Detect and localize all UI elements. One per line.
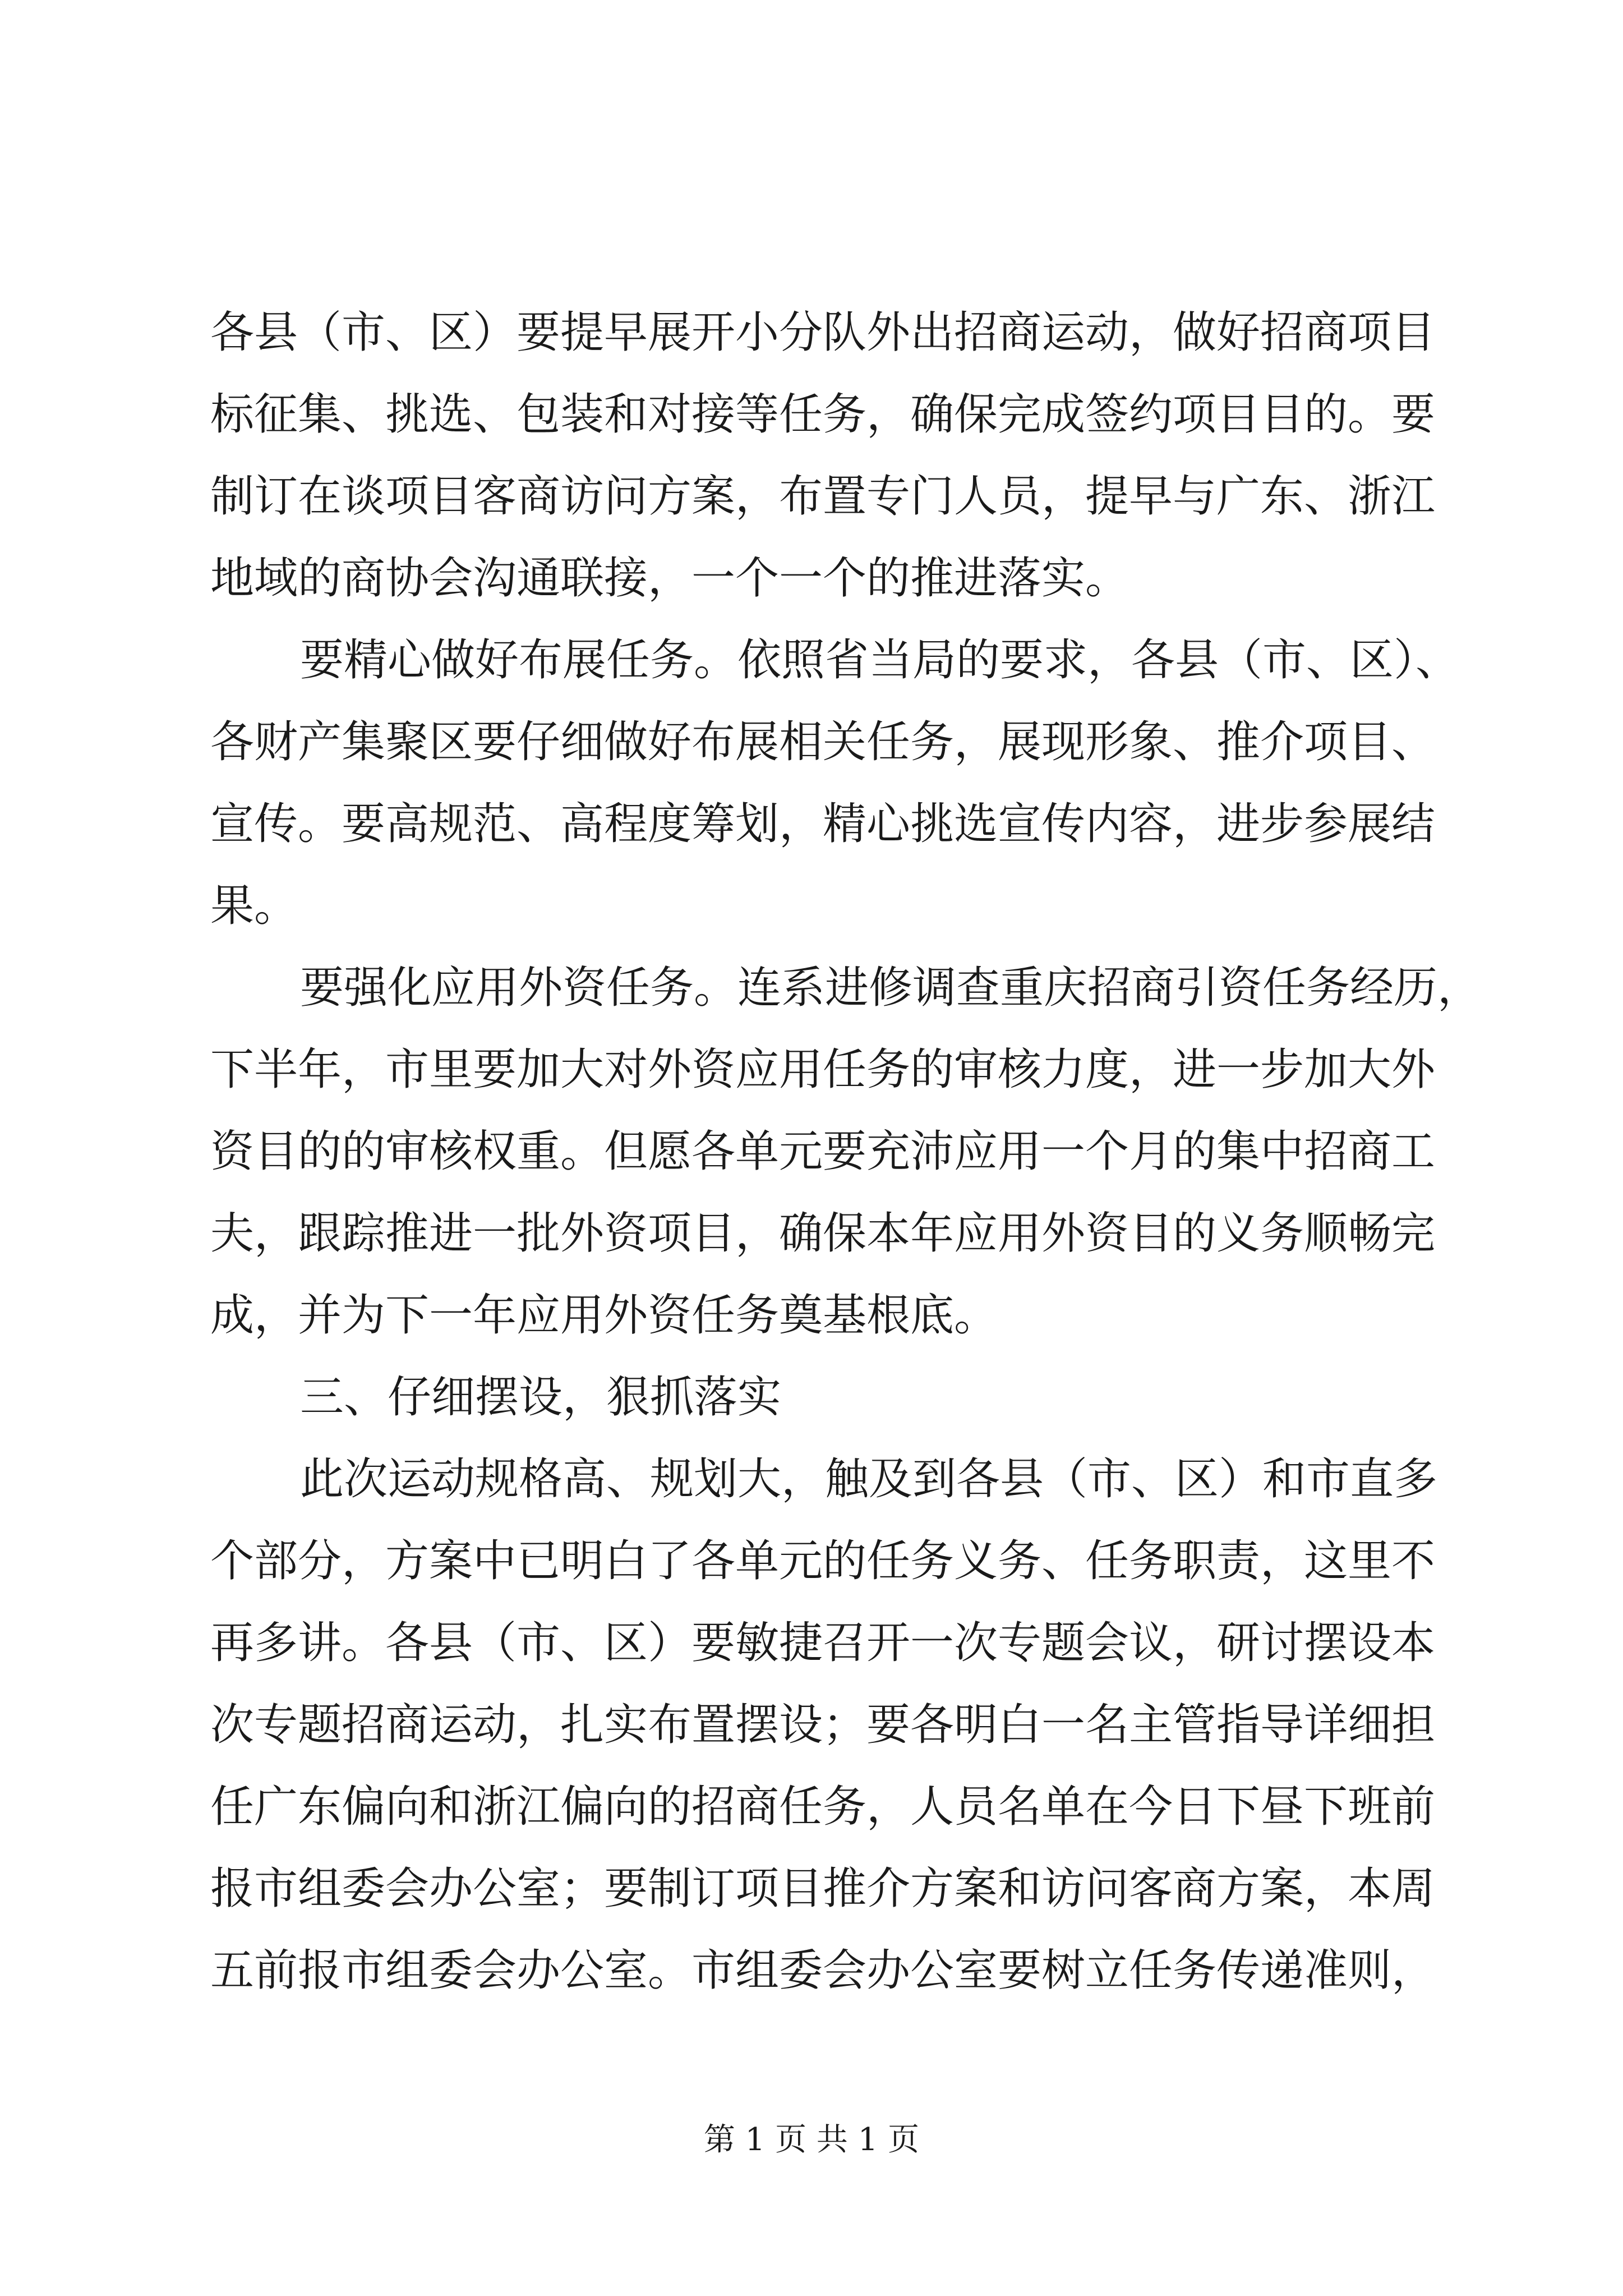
document-body	[210, 292, 1482, 2012]
page-footer: 第 1 页 共 1 页	[703, 2122, 920, 2158]
text-line: 次专题招商运动，扎实布置摆设；要各明白一名主管指导详细担	[210, 1700, 1436, 1750]
text-line: 要精心做好布展任务。依照省当局的要求，各县（市、区）、	[300, 635, 1460, 685]
text-line: 各财产集聚区要仔细做好布展相关任务，展现形象、推介项目、	[210, 717, 1436, 767]
text-line: 要强化应用外资任务。连系进修调查重庆招商引资任务经历，	[300, 963, 1482, 1013]
text-line: 下半年，市里要加大对外资应用任务的审核力度，进一步加大外	[210, 1045, 1436, 1095]
text-line: 此次运动规格高、规划大，触及到各县（市、区）和市直多	[300, 1454, 1438, 1504]
section-heading: 三、仔细摆设，狠抓落实	[300, 1372, 782, 1423]
text-line: 五前报市组委会办公室。市组委会办公室要树立任务传递准则，	[210, 1945, 1436, 1996]
text-line: 各县（市、区）要提早展开小分队外出招商运动，做好招商项目	[210, 307, 1436, 358]
text-line: 任广东偏向和浙江偏向的招商任务，人员名单在今日下昼下班前	[210, 1782, 1436, 1832]
text-line: 资目的的审核权重。但愿各单元要充沛应用一个月的集中招商工	[210, 1126, 1436, 1177]
text-line: 成，并为下一年应用外资任务奠基根底。	[210, 1290, 998, 1341]
text-line: 果。	[210, 881, 298, 931]
text-line: 再多讲。各县（市、区）要敏捷召开一次专题会议，研讨摆设本	[210, 1618, 1436, 1668]
text-line: 报市组委会办公室；要制订项目推介方案和访问客商方案，本周	[210, 1864, 1436, 1914]
text-line: 标征集、挑选、包装和对接等任务，确保完成签约项目目的。要	[210, 389, 1436, 440]
text-line: 夫，跟踪推进一批外资项目，确保本年应用外资目的义务顺畅完	[210, 1208, 1436, 1259]
text-line: 宣传。要高规范、高程度筹划，精心挑选宣传内容，进步参展结	[210, 799, 1436, 849]
text-line: 个部分，方案中已明白了各单元的任务义务、任务职责，这里不	[210, 1536, 1436, 1586]
text-line: 制订在谈项目客商访问方案，布置专门人员，提早与广东、浙江	[210, 471, 1436, 522]
text-line: 地域的商协会沟通联接，一个一个的推进落实。	[210, 553, 1129, 604]
